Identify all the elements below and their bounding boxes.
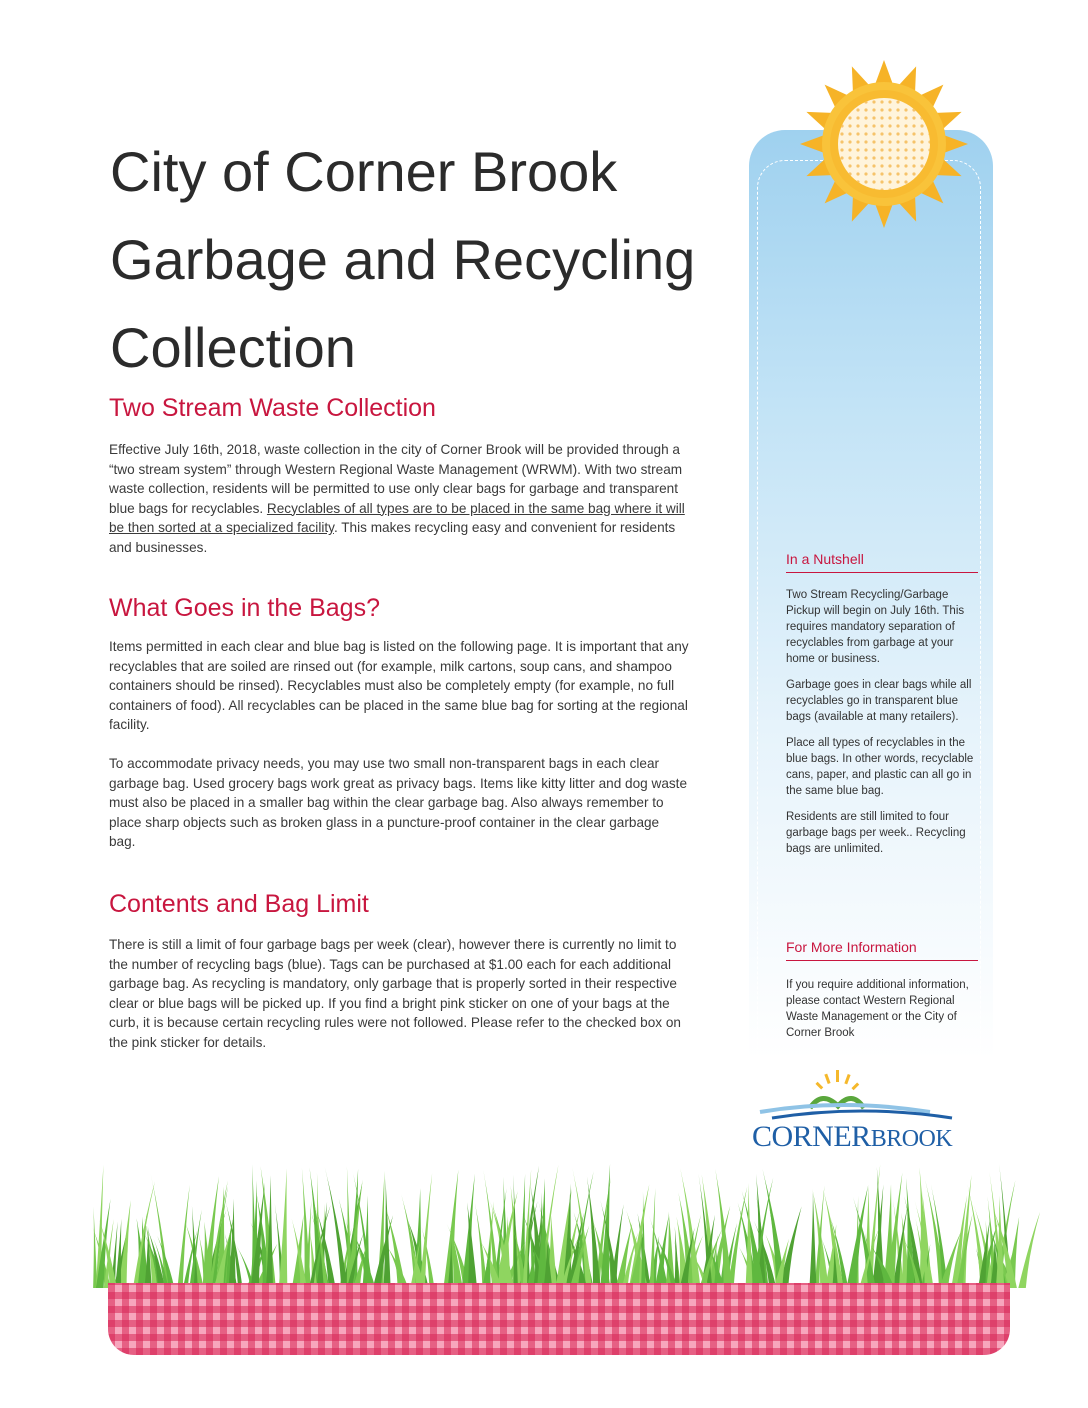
bags-paragraph-1: Items permitted in each clear and blue bag is listed on the following page. It is important that any recyclables that are soiled are rinsed out (for example, milk cartons, soup cans, and shampoo containers should be rinsed). Recyclables must also be completely empty (for example, no full containers of food). All recyclables can be placed in the same blue bag for sorting at the regional facility. (109, 639, 689, 732)
more-info-text: If you require additional information, please contact Western Regional Waste Management or the City of Corner Brook (786, 979, 969, 1039)
underlined-note: Recyclables of all types are to be placed in the same bag where it will be then sorted at a specialized facility (109, 500, 685, 535)
grass-decoration (85, 1160, 1040, 1290)
grass-blade (115, 1219, 121, 1288)
more-info-block (786, 939, 978, 1051)
bags-paragraph-2: To accommodate privacy needs, you may use two small non-transparent bags in each clear garbage bag. Used grocery bags work great as privacy bags. Items like kitty litter and dog waste must also be placed in a smaller bag within the clear garbage bag. Also always remember to place sharp objects such as broken glass in a puncture-proof container in the clear garbage bag. (109, 756, 688, 849)
nutshell-block (786, 551, 978, 867)
sun-icon (798, 58, 970, 230)
grass-blade (674, 1226, 679, 1288)
title-line: Collection (110, 316, 356, 379)
more-info-heading: For More Information (786, 939, 978, 961)
title-line: City of Corner Brook (110, 140, 618, 203)
section-heading-bag-limit: Contents and Bag Limit (109, 890, 369, 918)
section-heading-two-stream: Two Stream Waste Collection (109, 394, 436, 422)
nutshell-item: Residents are still limited to four garbage bags per week.. Recycling bags are unlimited. (786, 811, 966, 855)
nutshell-item: Two Stream Recycling/Garbage Pickup will begin on July 16th. This requires mandatory separation of recyclables from garbage at your home or business. (786, 589, 965, 665)
section-heading-bags: What Goes in the Bags? (109, 594, 380, 622)
title-line: Garbage and Recycling (110, 228, 696, 291)
two-stream-paragraph: Effective July 16th, 2018, waste collection in the city of Corner Brook will be provided through a “two stream system” through Western Regional Waste Management (WRWM). With two stream waste collection, residents will be permitted to use only clear bags for garbage and transparent blue bags for recyclables. Recyclables of all types are to be placed in the same bag where it will be then sorted at a specialized facility. This makes recycling easy and convenient for residents and businesses. (109, 442, 685, 555)
nutshell-heading: In a Nutshell (786, 551, 978, 573)
nutshell-item: Garbage goes in clear bags while all recyclables go in transparent blue bags (available at many retailers). (786, 679, 972, 723)
page-title (110, 128, 730, 392)
grass-blade (384, 1179, 391, 1288)
grass-blade (728, 1187, 748, 1288)
grass-blade (1018, 1212, 1040, 1288)
bag-limit-paragraph: There is still a limit of four garbage bags per week (clear), however there is currently no limit to the number of recycling bags (blue). Tags can be purchased at $1.00 each for each additional garbage bag. As recycling is mandatory, only garbage that is properly sorted in their respective clear or blue bags will be picked up. If you find a bright pink sticker on one of your bags at the curb, it is because certain recycling rules were not followed. Please refer to the checked box on the pink sticker for details. (109, 937, 681, 1050)
logo-wordmark: CORNERBROOK (752, 1120, 953, 1153)
grass-blade (616, 1223, 633, 1288)
nutshell-item: Place all types of recyclables in the blue bags. In other words, recyclable cans, paper, and plastic can all go in the same blue bag. (786, 737, 974, 797)
gingham-strip (108, 1283, 1010, 1355)
